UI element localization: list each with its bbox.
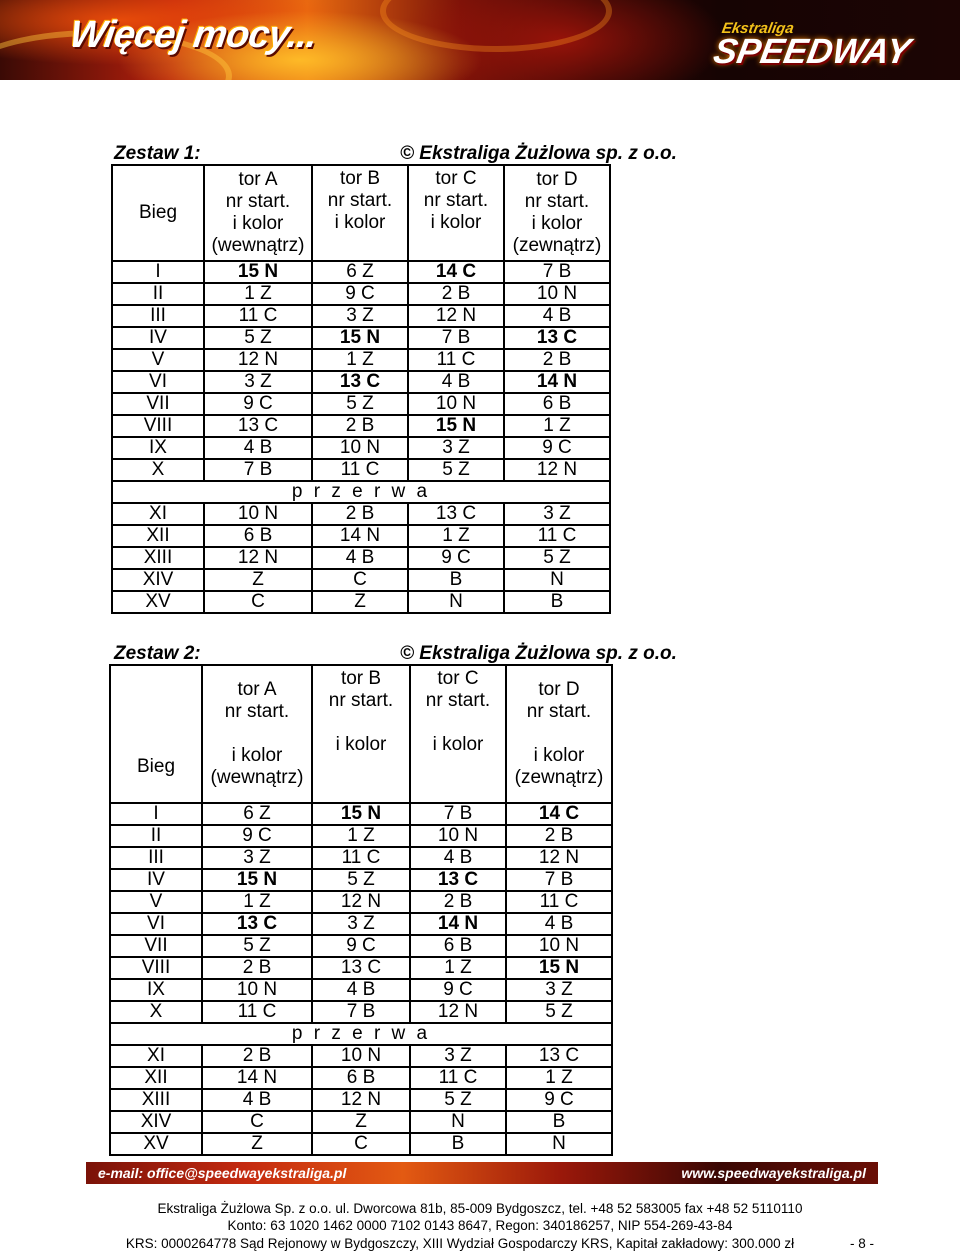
tor-d-cell: 3 Ż [506,979,612,1001]
bieg-cell: I [112,261,204,283]
table-row [110,957,612,979]
header-tor-c: tor C nr start. i kolor [410,665,506,803]
tor-b-cell: C [312,1133,410,1155]
tor-b-cell: C [312,569,408,591]
tor-c-cell: 5 Ż [408,459,504,481]
header-bieg: Bieg [112,165,204,261]
table-row [110,803,612,825]
tor-d-cell: 15 N [506,957,612,979]
bieg-cell: II [110,825,202,847]
tor-c-cell: N [408,591,504,613]
tor-d-cell: 1 Ż [504,415,610,437]
tor-a-cell: 11 C [204,305,312,327]
bieg-cell: VI [112,371,204,393]
bieg-cell: X [110,1001,202,1023]
tor-c-cell: 2 B [408,283,504,305]
table-row [110,847,612,869]
table-row [110,1133,612,1155]
tor-d-cell: 11 C [504,525,610,547]
tor-b-cell: Ż [312,1111,410,1133]
zestaw-1-table [111,164,611,614]
bieg-cell: VI [110,913,202,935]
tor-c-cell: 13 C [408,503,504,525]
table-row [112,459,610,481]
tor-a-cell: 10 N [204,503,312,525]
tor-a-cell: 1 Ż [204,283,312,305]
tor-a-cell: 5 Ż [202,935,312,957]
tor-b-cell: 4 B [312,979,410,1001]
table-row [112,261,610,283]
tor-a-cell: 12 N [204,547,312,569]
tor-a-cell: 11 C [202,1001,312,1023]
bieg-cell: XV [112,591,204,613]
bieg-cell: XV [110,1133,202,1155]
table-row [112,569,610,591]
tor-a-cell: 13 C [202,913,312,935]
tor-c-cell: 11 C [410,1067,506,1089]
tor-d-cell: B [506,1111,612,1133]
przerwa-row [110,1023,612,1045]
tor-c-cell: 3 Ż [410,1045,506,1067]
tor-b-cell: 13 C [312,371,408,393]
tor-c-cell: 2 B [410,891,506,913]
bieg-cell: IX [112,437,204,459]
banner-slogan: Więcej mocy... [67,14,320,56]
tor-a-cell: 9 C [202,825,312,847]
przerwa-label: p r z e r w a [112,481,610,503]
tor-d-cell: 10 N [504,283,610,305]
tor-b-cell: 6 B [312,1067,410,1089]
tor-b-cell: 7 B [312,1001,410,1023]
bieg-cell: VIII [110,957,202,979]
tor-c-cell: 6 B [410,935,506,957]
page-number: - 8 - [850,1236,875,1251]
header-banner [0,0,960,80]
tor-d-cell: 14 C [506,803,612,825]
table-row [112,327,610,349]
tor-d-cell: 7 B [506,869,612,891]
tor-a-cell: 6 B [204,525,312,547]
tor-d-cell: 2 B [504,349,610,371]
company-address: Ekstraliga Żużlowa Sp. z o.o. ul. Dworcowa 81b, 85-009 Bydgoszcz, tel. +48 52 583005 fax +48 52 5110110 [157,1201,803,1216]
bieg-cell: X [112,459,204,481]
table-header-row [110,665,612,803]
header-tor-a: tor A nr start. i kolor (wewnątrz) [204,165,312,261]
table-row [110,913,612,935]
copyright-1: © Ekstraliga Żużlowa sp. z o.o. [400,143,677,164]
tor-a-cell: 4 B [202,1089,312,1111]
banner-flame-decoration [380,0,612,52]
table-header-row [112,165,610,261]
tor-c-cell: 12 N [410,1001,506,1023]
tor-c-cell: 10 N [408,393,504,415]
tor-a-cell: 12 N [204,349,312,371]
tor-d-cell: 9 C [504,437,610,459]
tor-b-cell: 10 N [312,1045,410,1067]
tor-a-cell: Ż [202,1133,312,1155]
tor-c-cell: 4 B [410,847,506,869]
tor-c-cell: 9 C [408,547,504,569]
tor-b-cell: 1 Ż [312,825,410,847]
przerwa-label: p r z e r w a [110,1023,612,1045]
tor-c-cell: 4 B [408,371,504,393]
tor-d-cell: 2 B [506,825,612,847]
table-row [112,503,610,525]
tor-b-cell: 3 Ż [312,305,408,327]
bieg-cell: XII [110,1067,202,1089]
tor-b-cell: 13 C [312,957,410,979]
tor-b-cell: 1 Ż [312,349,408,371]
tor-a-cell: 3 Ż [202,847,312,869]
table-row [112,525,610,547]
tor-a-cell: 6 Ż [202,803,312,825]
zestaw-2-title: Zestaw 2: [114,643,201,664]
bieg-cell: IX [110,979,202,1001]
footer-banner [86,1162,878,1184]
bieg-cell: XII [112,525,204,547]
header-tor-d: tor D nr start. i kolor (zewnątrz) [504,165,610,261]
tor-c-cell: 7 B [408,327,504,349]
table-row [112,349,610,371]
tor-d-cell: N [506,1133,612,1155]
footer-email-link[interactable]: e-mail: office@speedwayekstraliga.pl [98,1165,347,1181]
tor-d-cell: 9 C [506,1089,612,1111]
zestaw-2-table [109,664,613,1156]
bieg-cell: XIII [112,547,204,569]
table-row [112,371,610,393]
tor-c-cell: 7 B [410,803,506,825]
tor-d-cell: 6 B [504,393,610,415]
tor-a-cell: 13 C [204,415,312,437]
table-row [110,1067,612,1089]
przerwa-row [112,481,610,503]
tor-c-cell: 1 Ż [408,525,504,547]
tor-a-cell: 4 B [204,437,312,459]
tor-b-cell: 14 N [312,525,408,547]
table-row [110,979,612,1001]
tor-b-cell: 12 N [312,1089,410,1111]
tor-c-cell: 12 N [408,305,504,327]
tor-a-cell: 14 N [202,1067,312,1089]
tor-d-cell: B [504,591,610,613]
table-row [110,1001,612,1023]
tor-b-cell: 2 B [312,503,408,525]
bieg-cell: II [112,283,204,305]
tor-d-cell: 13 C [504,327,610,349]
tor-a-cell: 3 Ż [204,371,312,393]
tor-d-cell: 10 N [506,935,612,957]
tor-b-cell: 6 Ż [312,261,408,283]
copyright-2: © Ekstraliga Żużlowa sp. z o.o. [400,643,677,664]
tor-c-cell: 14 C [408,261,504,283]
tor-d-cell: 5 Ż [504,547,610,569]
tor-b-cell: 11 C [312,459,408,481]
table-row [110,869,612,891]
bieg-cell: XIV [112,569,204,591]
tor-c-cell: 13 C [410,869,506,891]
tor-a-cell: 2 B [202,1045,312,1067]
tor-c-cell: B [408,569,504,591]
bieg-cell: IV [112,327,204,349]
tor-b-cell: 5 Ż [312,869,410,891]
bieg-cell: VII [110,935,202,957]
tor-d-cell: 11 C [506,891,612,913]
header-tor-c: tor C nr start. i kolor [408,165,504,261]
table-row [110,1045,612,1067]
bieg-cell: V [112,349,204,371]
tor-a-cell: 1 Ż [202,891,312,913]
table-row [112,283,610,305]
tor-a-cell: 5 Ż [204,327,312,349]
tor-b-cell: 11 C [312,847,410,869]
header-tor-d: tor D nr start. i kolor (zewnątrz) [506,665,612,803]
table-row [112,547,610,569]
table-row [112,415,610,437]
tor-c-cell: 5 Ż [410,1089,506,1111]
tor-a-cell: 9 C [204,393,312,415]
bieg-cell: III [112,305,204,327]
tor-a-cell: C [202,1111,312,1133]
bieg-cell: XIII [110,1089,202,1111]
tor-d-cell: 12 N [506,847,612,869]
header-tor-a: tor A nr start. i kolor (wewnątrz) [202,665,312,803]
tor-c-cell: 11 C [408,349,504,371]
table-row [112,305,610,327]
header-tor-b: tor B nr start. i kolor [312,665,410,803]
bieg-cell: VIII [112,415,204,437]
tor-d-cell: 14 N [504,371,610,393]
tor-c-cell: 15 N [408,415,504,437]
tor-d-cell: 1 Ż [506,1067,612,1089]
bieg-cell: V [110,891,202,913]
company-bank-info: Konto: 63 1020 1462 0000 7102 0143 8647, Regon: 340186257, NIP 554-269-43-84 [227,1218,733,1233]
table-row [110,1111,612,1133]
tor-c-cell: N [410,1111,506,1133]
table-row [112,591,610,613]
bieg-cell: I [110,803,202,825]
tor-a-cell: Ż [204,569,312,591]
table-row [112,437,610,459]
tor-d-cell: N [504,569,610,591]
tor-d-cell: 5 Ż [506,1001,612,1023]
tor-a-cell: 15 N [204,261,312,283]
tor-b-cell: 12 N [312,891,410,913]
table-row [110,825,612,847]
logo-ekstraliga: Ekstraliga [720,20,796,37]
tor-b-cell: 9 C [312,283,408,305]
zestaw-1-title: Zestaw 1: [114,143,201,164]
tor-c-cell: 1 Ż [410,957,506,979]
tor-a-cell: 2 B [202,957,312,979]
tor-b-cell: 5 Ż [312,393,408,415]
tor-b-cell: 10 N [312,437,408,459]
bieg-cell: III [110,847,202,869]
tor-b-cell: 3 Ż [312,913,410,935]
tor-c-cell: B [410,1133,506,1155]
header-bieg: Bieg [110,665,202,803]
table-row [110,935,612,957]
table-row [110,891,612,913]
table-row [112,393,610,415]
tor-b-cell: 15 N [312,803,410,825]
bieg-cell: VII [112,393,204,415]
tor-b-cell: 9 C [312,935,410,957]
tor-d-cell: 12 N [504,459,610,481]
tor-a-cell: 7 B [204,459,312,481]
company-registry-info: KRS: 0000264778 Sąd Rejonowy w Bydgoszczy, XIII Wydział Gospodarczy KRS, Kapitał zakładowy: 300.000 zł [125,1236,795,1251]
footer-website-link[interactable]: www.speedwayekstraliga.pl [681,1165,866,1181]
tor-d-cell: 7 B [504,261,610,283]
tor-c-cell: 14 N [410,913,506,935]
tor-b-cell: 2 B [312,415,408,437]
tor-a-cell: C [204,591,312,613]
bieg-cell: IV [110,869,202,891]
tor-c-cell: 9 C [410,979,506,1001]
tor-a-cell: 15 N [202,869,312,891]
tor-d-cell: 13 C [506,1045,612,1067]
bieg-cell: XI [112,503,204,525]
tor-b-cell: Ż [312,591,408,613]
tor-d-cell: 4 B [506,913,612,935]
logo-speedway: SPEEDWAY [710,32,914,71]
bieg-cell: XI [110,1045,202,1067]
tor-b-cell: 4 B [312,547,408,569]
tor-b-cell: 15 N [312,327,408,349]
table-row [110,1089,612,1111]
tor-d-cell: 3 Ż [504,503,610,525]
header-tor-b: tor B nr start. i kolor [312,165,408,261]
tor-c-cell: 3 Ż [408,437,504,459]
tor-a-cell: 10 N [202,979,312,1001]
bieg-cell: XIV [110,1111,202,1133]
tor-c-cell: 10 N [410,825,506,847]
tor-d-cell: 4 B [504,305,610,327]
